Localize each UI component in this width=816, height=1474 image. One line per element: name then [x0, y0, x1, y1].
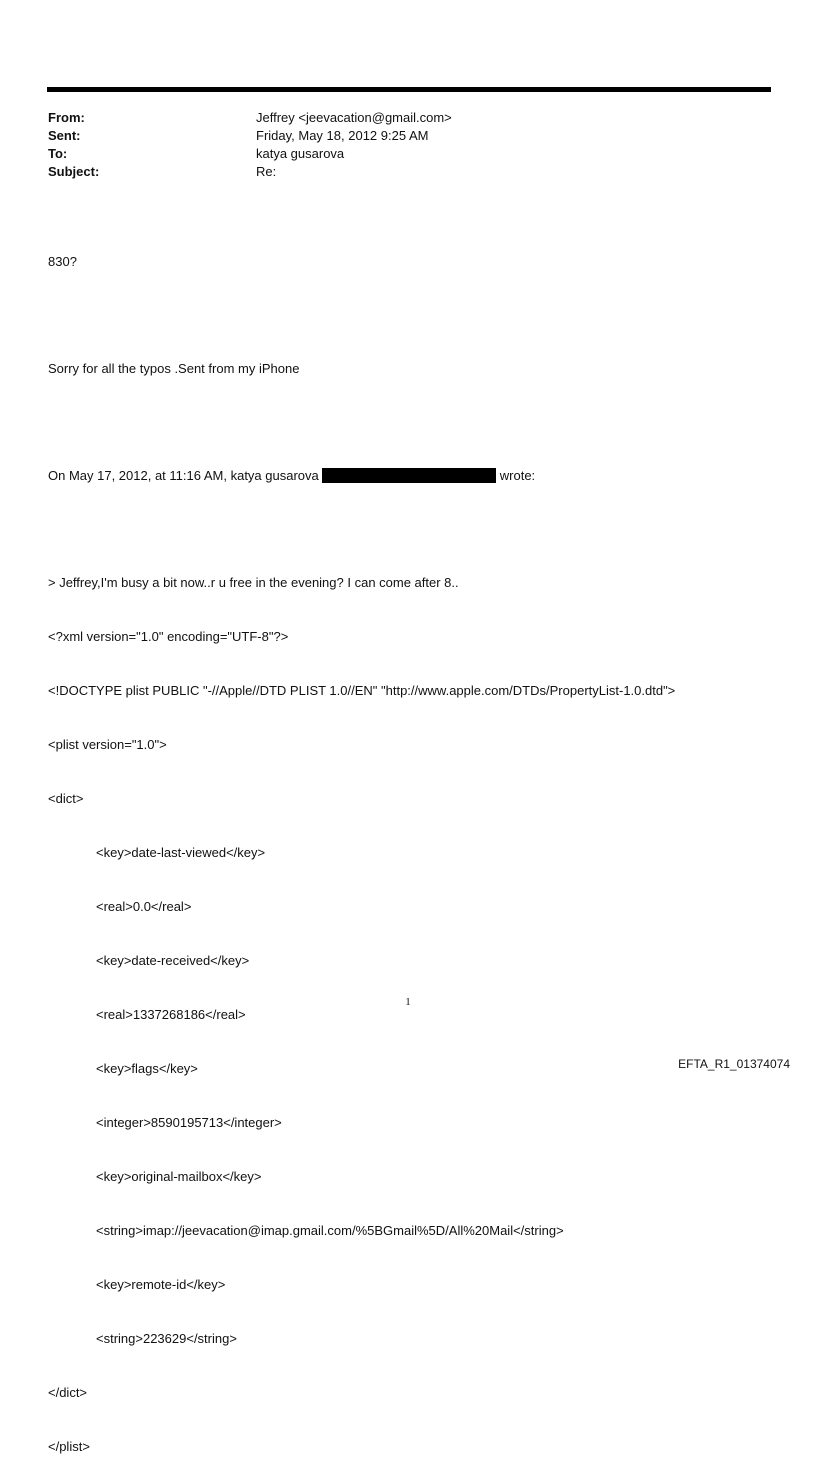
dict-item: <string>223629</string>: [96, 1331, 237, 1346]
quoted-message: > Jeffrey,I'm busy a bit now..r u free in the evening? I can come after 8..: [48, 575, 459, 590]
quote-intro-before: On May 17, 2012, at 11:16 AM, katya gusarova: [48, 468, 319, 483]
subject-label: Subject:: [48, 164, 100, 179]
quote-intro: [48, 467, 788, 485]
dict-item: <integer>8590195713</integer>: [96, 1115, 282, 1130]
to-row: [48, 145, 748, 163]
email-header: [48, 109, 748, 181]
from-label: From:: [48, 110, 85, 125]
dict-item: <real>1337268186</real>: [96, 1007, 246, 1022]
to-value: katya gusarova: [256, 146, 345, 161]
doctype-line: <!DOCTYPE plist PUBLIC "-//Apple//DTD PLIST 1.0//EN" "http://www.apple.com/DTDs/PropertyList-1.0.dtd">: [48, 683, 676, 698]
plist-open: <plist version="1.0">: [48, 737, 167, 752]
to-label: To:: [48, 146, 68, 161]
subject-row: [48, 163, 748, 181]
header-rule: [47, 87, 771, 92]
plist-close: </plist>: [48, 1439, 90, 1454]
sent-value: Friday, May 18, 2012 9:25 AM: [256, 128, 429, 143]
dict-item: <real>0.0</real>: [96, 899, 192, 914]
dict-open: <dict>: [48, 791, 84, 806]
sent-label: Sent:: [48, 128, 81, 143]
dict-close: </dict>: [48, 1385, 88, 1400]
dict-item: <key>date-last-viewed</key>: [96, 845, 266, 860]
dict-item: <key>remote-id</key>: [96, 1277, 226, 1292]
redaction-block: [322, 468, 496, 483]
document-id: EFTA_R1_01374074: [678, 1057, 790, 1071]
dict-item: <string>imap://jeevacation@imap.gmail.com/%5BGmail%5D/All%20Mail</string>: [96, 1223, 564, 1238]
dict-item: <key>original-mailbox</key>: [96, 1169, 262, 1184]
body-line-2: Sorry for all the typos .Sent from my iPhone: [48, 361, 300, 376]
from-value: Jeffrey <jeevacation@gmail.com>: [256, 110, 452, 125]
email-body: [48, 217, 788, 1474]
body-line-1: 830?: [48, 254, 77, 269]
xml-declaration: <?xml version="1.0" encoding="UTF-8"?>: [48, 629, 289, 644]
quote-intro-after: wrote:: [499, 468, 536, 483]
subject-value: Re:: [256, 164, 277, 179]
dict-item: <key>date-received</key>: [96, 953, 250, 968]
dict-item: <key>flags</key>: [96, 1061, 198, 1076]
sent-row: [48, 127, 748, 145]
from-row: [48, 109, 748, 127]
page-number: 1: [405, 996, 411, 1008]
